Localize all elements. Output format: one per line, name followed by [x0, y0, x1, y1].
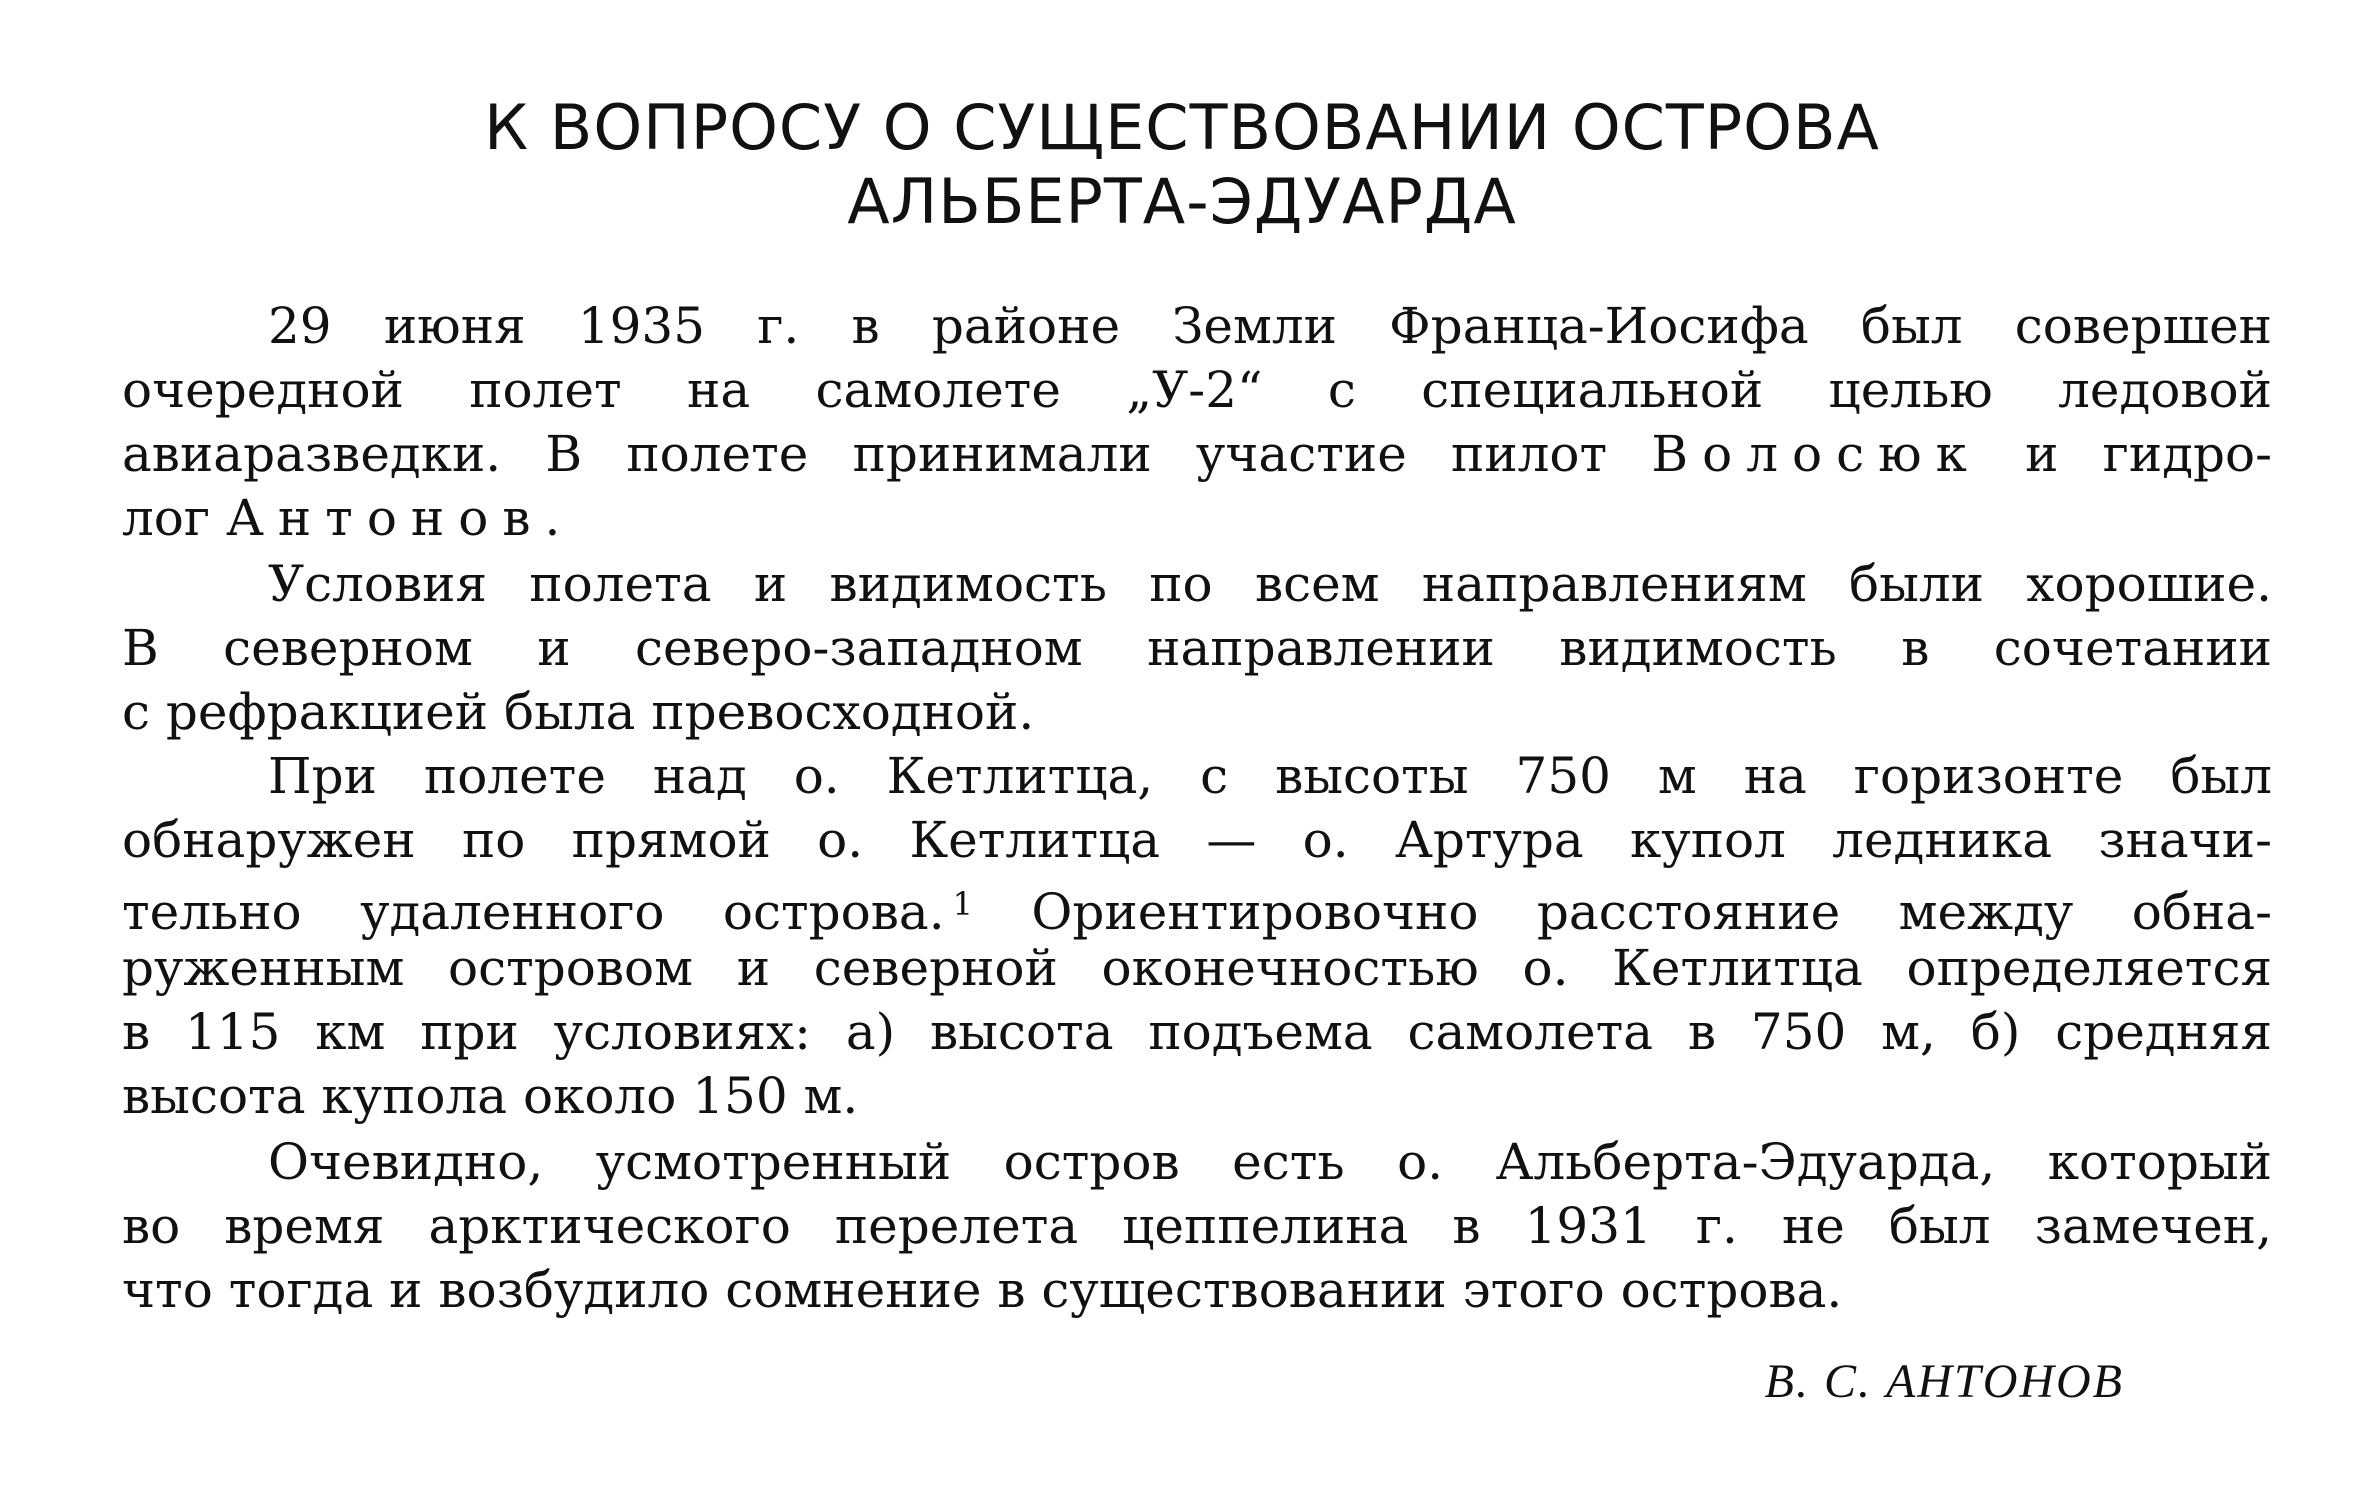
paragraph-3-line-2: обнаружен по прямой о. Кетлитца — о. Артура купол ледника значи-	[122, 811, 2272, 869]
paragraph-1-line-4-text-b: .	[544, 489, 561, 547]
paragraph-2-line-3: с рефракцией была превосходной.	[122, 683, 1035, 741]
paragraph-4-line-2: во время арктического перелета цеппелина в 1931 г. не был замечен,	[122, 1197, 2272, 1255]
paragraph-2-line-2: В северном и северо-западном направлении видимость в сочетании	[122, 619, 2272, 677]
paragraph-3-line-4: руженным островом и северной оконечностью о. Кетлитца определяется	[122, 939, 2272, 997]
paragraph-1-line-2: очередной полет на самолете „У-2“ с специальной целью ледовой	[122, 361, 2272, 419]
article-title-line-2: АЛЬБЕРТА-ЭДУАРДА	[847, 165, 1517, 238]
paragraph-1-line-3-text-b: и гидро-	[1980, 425, 2272, 483]
pilot-name: Волосюк	[1651, 425, 1981, 483]
paragraph-1-line-4	[122, 488, 2272, 548]
paragraph-3-line-1: При полете над о. Кетлитца, с высоты 750 м на горизонте был	[268, 747, 2272, 805]
paragraph-1-line-1: 29 июня 1935 г. в районе Земли Франца-Иосифа был совершен	[268, 297, 2272, 355]
paragraph-1-line-3	[122, 424, 2272, 484]
paragraph-2-line-1: Условия полета и видимость по всем направлениям были хорошие.	[268, 555, 2272, 613]
hydrologist-name: Антонов	[225, 489, 545, 547]
author-signature: В. С. АНТОНОВ	[1764, 1355, 2124, 1408]
paragraph-4-line-1: Очевидно, усмотренный остров есть о. Альберта-Эдуарда, который	[268, 1133, 2272, 1191]
paragraph-4-line-3: что тогда и возбудило сомнение в существовании этого острова.	[122, 1261, 1843, 1319]
footnote-marker: 1	[952, 885, 973, 923]
article-title-line-1: К ВОПРОСУ О СУЩЕСТВОВАНИИ ОСТРОВА	[484, 91, 1880, 164]
paragraph-3-line-3	[122, 874, 2272, 942]
paragraph-1-line-3-text-a: авиаразведки. В полете принимали участие пилот	[122, 425, 1652, 483]
paragraph-3-line-3-text-b: Ориентировочно расстояние между обна-	[973, 883, 2272, 941]
paragraph-3-line-3-text-a: тельно удаленного острова.	[122, 883, 945, 941]
paragraph-3-line-5: в 115 км при условиях: а) высота подъема самолета в 750 м, б) средняя	[122, 1003, 2272, 1061]
paragraph-3-line-6: высота купола около 150 м.	[122, 1067, 859, 1125]
paragraph-1-line-4-text-a: лог	[122, 489, 226, 547]
